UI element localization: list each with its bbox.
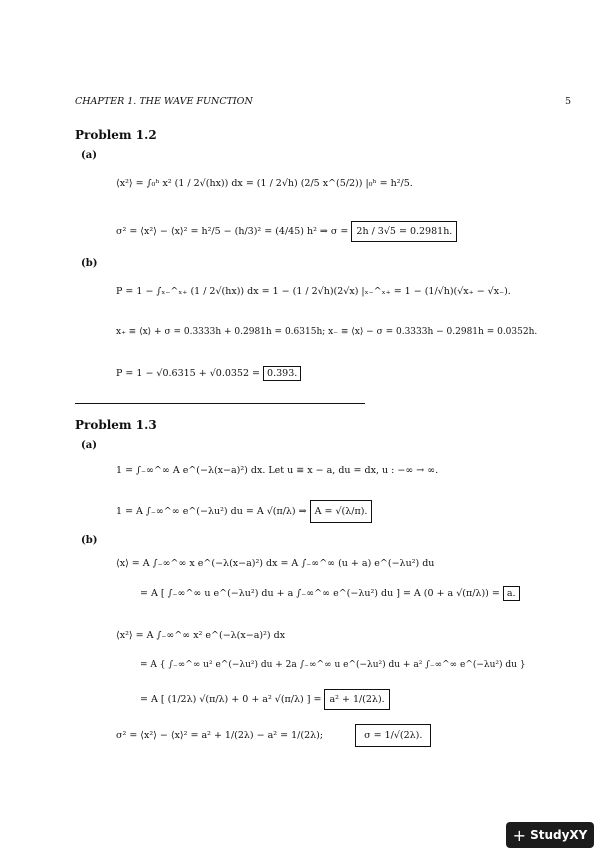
equation-x2-expectation: ⟨x²⟩ = ∫₀ʰ x² (1 / 2√(hx)) dx = (1 / 2√h) (2/5 x^(5/2)) |₀ʰ = h²/5. (116, 178, 413, 189)
problem-1-2-title: Problem 1.2 (75, 128, 157, 142)
equation-sigma-text: σ² = ⟨x²⟩ − ⟨x⟩² = h²/5 − (h/3)² = (4/45) h² ⇒ σ = (116, 226, 349, 237)
problem-1-3-part-a-label: (a) (81, 440, 97, 451)
problem-1-2-part-a-label: (a) (81, 150, 97, 161)
problem-1-3-part-b-label: (b) (81, 535, 98, 546)
equation-x-expectation-text: = A [ ∫₋∞^∞ u e^(−λu²) du + a ∫₋∞^∞ e^(−λu²) du ] = A (0 + a √(π/λ)) = (140, 588, 500, 599)
equation-x2-integral: ⟨x²⟩ = A ∫₋∞^∞ x² e^(−λ(x−a)²) dx (116, 630, 286, 641)
equation-normalization-text: 1 = A ∫₋∞^∞ e^(−λu²) du = A √(π/λ) ⇒ (116, 506, 307, 517)
boxed-answer: a² + 1/(2λ). (324, 689, 389, 710)
equation-probability-integral: P = 1 − ∫ₓ₋^ₓ₊ (1 / 2√(hx)) dx = 1 − (1 / 2√h)(2√x) |ₓ₋^ₓ₊ = 1 − (1/√h)(√x₊ − √x₋). (116, 286, 511, 297)
boxed-answer: A = √(λ/π). (310, 500, 373, 523)
equation-sigma-final-text: σ² = ⟨x²⟩ − ⟨x⟩² = a² + 1/(2λ) − a² = 1/(2λ); (116, 730, 324, 741)
boxed-answer: 2h / 3√5 = 0.2981h. (351, 221, 457, 242)
equation-normalization-result (116, 506, 372, 517)
equation-x-expectation: ⟨x⟩ = A ∫₋∞^∞ x e^(−λ(x−a)²) dx = A ∫₋∞^∞ (u + a) e^(−λu²) du (116, 558, 435, 569)
equation-x2-result (140, 694, 390, 705)
running-header (75, 96, 571, 107)
equation-probability-text: P = 1 − √0.6315 + √0.0352 = (116, 368, 261, 379)
equation-sigma-result (116, 730, 431, 741)
section-divider (75, 403, 365, 404)
plus-icon: + (512, 825, 527, 845)
page-number: 5 (564, 96, 571, 107)
boxed-answer: σ = 1/√(2λ). (355, 724, 431, 747)
boxed-answer: a. (503, 586, 520, 601)
equation-x2-expanded: = A { ∫₋∞^∞ u² e^(−λu²) du + 2a ∫₋∞^∞ u e^(−λu²) du + a² ∫₋∞^∞ e^(−λu²) du } (140, 660, 526, 670)
studyxy-logo (506, 822, 594, 848)
boxed-answer: 0.393. (263, 366, 301, 381)
chapter-title: CHAPTER 1. THE WAVE FUNCTION (75, 96, 253, 107)
equation-x2-text: = A [ (1/2λ) √(π/λ) + 0 + a² √(π/λ) ] = (140, 694, 322, 705)
equation-x-plus-minus: x₊ ≡ ⟨x⟩ + σ = 0.3333h + 0.2981h = 0.6315h; x₋ ≡ ⟨x⟩ − σ = 0.3333h − 0.2981h = 0.0352h. (116, 327, 538, 337)
logo-text: StudyXY (530, 828, 588, 842)
equation-sigma-squared (116, 226, 457, 237)
equation-normalization: 1 = ∫₋∞^∞ A e^(−λ(x−a)²) dx. Let u ≡ x − a, du = dx, u : −∞ → ∞. (116, 465, 439, 476)
problem-1-3-title: Problem 1.3 (75, 418, 157, 432)
problem-1-2-part-b-label: (b) (81, 258, 98, 269)
equation-x-expectation-result (140, 588, 520, 599)
equation-probability-result (116, 368, 301, 379)
